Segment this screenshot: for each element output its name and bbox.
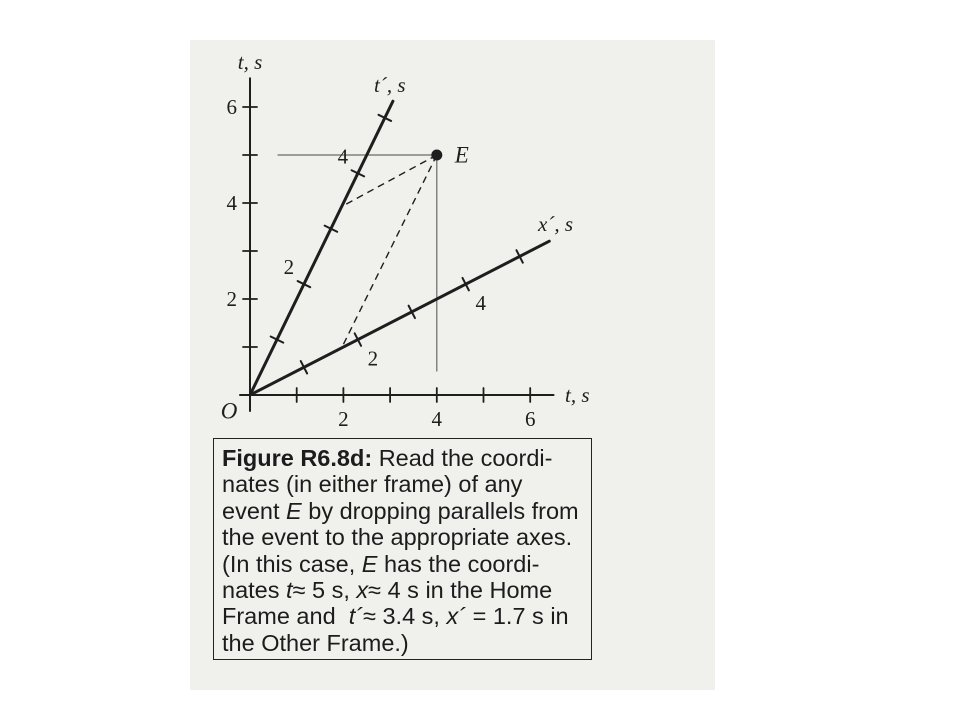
caption-text: event — [222, 497, 287, 524]
other-space-axis-tick-label: 2 — [367, 346, 379, 371]
caption-time-prime-symbol: t´ — [348, 603, 364, 630]
event-point — [431, 150, 442, 161]
caption-space-prime-symbol: x´ — [446, 603, 467, 630]
caption-line — [222, 524, 591, 550]
caption-line — [222, 498, 591, 524]
other-space-axis-tick-label: 4 — [475, 291, 486, 316]
caption-text: ≈ 4 s in the Home — [368, 576, 553, 603]
caption-line — [222, 471, 591, 497]
caption-text: the event to the appropriate axes. — [222, 524, 573, 551]
caption-line — [222, 551, 591, 577]
figure-number: Figure R6.8d: — [222, 445, 373, 471]
caption-text: ≈ 5 s, — [292, 576, 357, 603]
other-space-axis — [250, 241, 549, 395]
other-time-axis-tick-label: 4 — [337, 144, 349, 169]
caption-text: (In this case, — [222, 550, 362, 577]
home-horizontal-tick-label: 6 — [524, 407, 536, 431]
home-horizontal-tick-label: 4 — [431, 407, 443, 431]
home-horizontal-axis-label: t, s — [565, 383, 590, 407]
caption-text: by dropping parallels from — [301, 497, 579, 524]
caption-line — [222, 603, 591, 629]
other-time-axis-tick-label: 2 — [283, 255, 295, 280]
dashed-parallel-to-time-prime-axis — [342, 155, 437, 348]
origin-label: O — [220, 398, 238, 424]
home-time-tick-label: 2 — [226, 287, 237, 311]
event-label: E — [454, 142, 469, 168]
caption-text: nates (in either frame) of any — [222, 471, 523, 498]
caption-line — [222, 445, 591, 471]
caption-text: nates — [222, 576, 287, 603]
home-time-axis-label: t, s — [237, 50, 263, 74]
caption-text: has the coordi- — [377, 550, 540, 577]
caption-event-symbol: E — [286, 497, 302, 524]
caption-line — [222, 630, 591, 656]
caption-text: = 1.7 s in — [466, 603, 569, 630]
home-time-tick-label: 4 — [226, 191, 237, 215]
caption-text: Read the coordi- — [372, 445, 553, 471]
caption-time-symbol: t — [286, 576, 293, 603]
dashed-parallel-to-space-prime-axis — [342, 155, 437, 207]
home-horizontal-tick-label: 2 — [338, 407, 349, 431]
home-time-tick-label: 6 — [226, 95, 237, 119]
caption-text: Frame and — [222, 603, 349, 630]
caption-text: the Other Frame.) — [222, 629, 409, 656]
caption-line — [222, 577, 591, 603]
other-space-axis-label: x´, s — [538, 212, 573, 236]
caption-event-symbol: E — [361, 550, 378, 577]
figure-caption — [213, 438, 592, 660]
caption-text: ≈ 3.4 s, — [363, 603, 447, 630]
caption-space-symbol: x — [356, 576, 369, 603]
other-time-axis-label: t´, s — [374, 73, 406, 97]
